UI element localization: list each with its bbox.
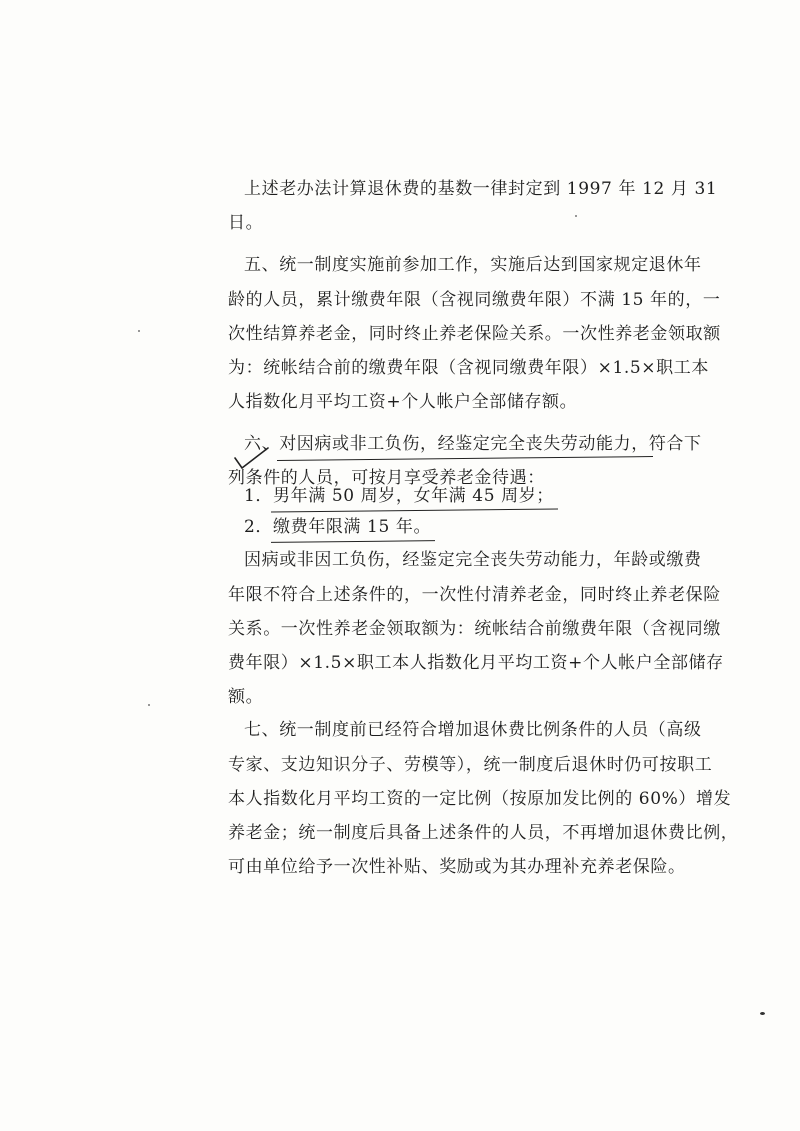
text-line: 可由单位给予一次性补贴、奖励或为其办理补充养老保险。 <box>228 857 686 877</box>
list-number: 2． <box>244 517 274 537</box>
text-line: 列条件的人员，可按月享受养老金待遇： <box>228 468 545 488</box>
list-number: 1． <box>244 486 274 506</box>
text-line: 龄的人员，累计缴费年限（含视同缴费年限）不满 15 年的，一 <box>228 290 721 310</box>
text-span: 符合下 <box>648 434 702 454</box>
text-line: 日。 <box>228 213 264 233</box>
scan-speck <box>148 704 150 706</box>
text-line <box>244 515 431 539</box>
text-line: 为：统帐结合前的缴费年限（含视同缴费年限）×1.5×职工本 <box>228 358 709 378</box>
text-line: 养老金；统一制度后具备上述条件的人员，不再增加退休费比例， <box>228 823 739 843</box>
text-line <box>244 484 554 508</box>
text-line: 因病或非因工负伤，经鉴定完全丧失劳动能力，年龄或缴费 <box>244 550 702 570</box>
text-line: 本人指数化月平均工资的一定比例（按原加发比例的 60%）增发 <box>228 789 732 809</box>
underlined-text: 缴费年限满 15 年。 <box>273 517 432 537</box>
text-line: 年限不符合上述条件的，一次性付清养老金，同时终止养老保险 <box>228 585 721 605</box>
underlined-text: 男年满 50 周岁，女年满 45 周岁； <box>273 486 554 506</box>
text-line: 次性结算养老金，同时终止养老保险关系。一次性养老金领取额 <box>228 324 721 344</box>
text-line: 关系。一次性养老金领取额为：统帐结合前缴费年限（含视同缴 <box>228 619 721 639</box>
scan-speck <box>760 1012 765 1015</box>
text-line: 人指数化月平均工资+个人帐户全部储存额。 <box>228 392 578 412</box>
underlined-text: 对因病或非工负伤，经鉴定完全丧失劳动能力， <box>279 434 649 454</box>
text-line: 专家、支边知识分子、劳模等），统一制度后退休时仍可按职工 <box>228 755 713 775</box>
scan-speck <box>138 330 140 332</box>
text-line: 上述老办法计算退休费的基数一律封定到 1997 年 12 月 31 <box>244 179 718 199</box>
text-line: 五、统一制度实施前参加工作，实施后达到国家规定退休年 <box>244 255 702 275</box>
text-line: 费年限）×1.5×职工本人指数化月平均工资+个人帐户全部储存 <box>228 653 724 673</box>
text-line <box>244 432 702 456</box>
section-number: 六、 <box>244 434 280 454</box>
text-line: 七、统一制度前已经符合增加退休费比例条件的人员（高级 <box>244 720 702 740</box>
scan-speck <box>575 215 577 217</box>
text-line: 额。 <box>228 687 264 707</box>
